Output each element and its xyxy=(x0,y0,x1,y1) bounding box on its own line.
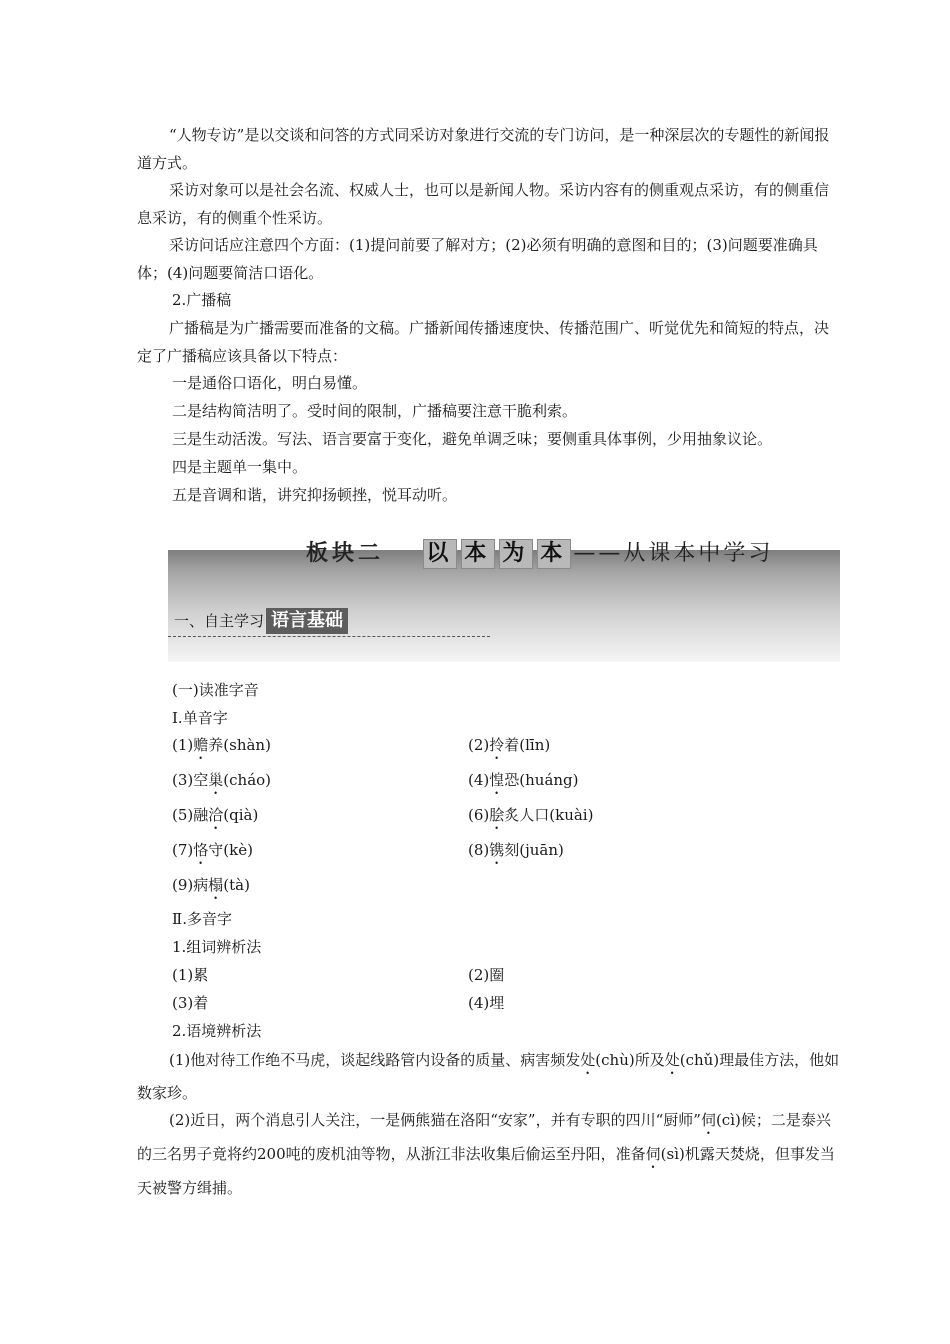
banner-boxed-char: 以 xyxy=(423,539,457,569)
list-item: (1)赡养(shàn) xyxy=(172,736,271,754)
list-item: (3)空巢(cháo) xyxy=(172,771,272,789)
interview-questions: 采访问话应注意四个方面：(1)提问前要了解对方；(2)必须有明确的意图和目的；(3)问题要准确具体；(4)问题要简洁口语化。 xyxy=(137,236,818,282)
interview-subjects: 采访对象可以是社会名流、权威人士，也可以是新闻人物。采访内容有的侧重观点采访，有的侧重信息采访，有的侧重个性采访。 xyxy=(137,181,830,227)
list-item: (2)拎着(līn) xyxy=(468,736,551,754)
feature-4: 四是主题单一集中。 xyxy=(172,458,308,476)
dashed-divider xyxy=(168,636,490,637)
list-item: (2)圈 xyxy=(468,966,505,984)
list-item: (8)镌刻(juān) xyxy=(468,841,564,859)
banner-boxed-char: 为 xyxy=(499,539,533,569)
banner-boxed-char: 本 xyxy=(537,539,571,569)
banner-part: 板块二 xyxy=(306,541,385,566)
interview-definition: “人物专访”是以交谈和问答的方式同采访对象进行交流的专门访问，是一种深层次的专题性的新闻报道方式。 xyxy=(137,126,830,172)
section-tag: 语言基础 xyxy=(266,608,348,634)
list-row xyxy=(172,798,832,833)
feature-2: 二是结构简洁明了。受时间的限制，广播稿要注意干脆利索。 xyxy=(172,402,578,420)
list-item: (4)埋 xyxy=(468,994,505,1012)
feature-3: 三是生动活泼。写法、语言要富于变化，避免单调乏味；要侧重具体事例，少用抽象议论。 xyxy=(172,430,773,448)
list-item: (4)惶恐(huáng) xyxy=(468,771,579,789)
list-item: (6)脍炙人口(kuài) xyxy=(468,806,594,824)
list-row xyxy=(172,961,832,989)
broadcast-definition: 广播稿是为广播需要而准备的文稿。广播新闻传播速度快、传播范围广、听觉优先和简短的特点，决定了广播稿应该具备以下特点： xyxy=(137,319,830,365)
banner-title xyxy=(306,534,773,574)
list-item: (5)融洽(qià) xyxy=(172,806,259,824)
banner-subtitle: ——从课本中学习 xyxy=(573,541,774,566)
method-2-heading: 2.语境辨析法 xyxy=(172,1022,262,1040)
list-item: (3)着 xyxy=(172,994,209,1012)
multi-sound-list xyxy=(172,961,832,1017)
single-sound-list xyxy=(172,728,832,903)
list-row xyxy=(172,833,832,868)
context-sentence-1: (1)他对待工作绝不马虎，谈起线路管内设备的质量、病害频发处(chù)所及处(chǔ)理最佳方法，他如数家珍。 xyxy=(137,1051,840,1102)
section-banner xyxy=(168,530,840,662)
section-prefix: 一、自主学习 xyxy=(174,612,265,630)
section-heading xyxy=(174,608,348,634)
list-row xyxy=(172,763,832,798)
banner-boxed-char: 本 xyxy=(461,539,495,569)
method-1-heading: 1.组词辨析法 xyxy=(172,938,262,956)
broadcast-heading: 2.广播稿 xyxy=(172,291,232,309)
feature-5: 五是音调和谐，讲究抑扬顿挫，悦耳动听。 xyxy=(172,486,458,504)
pronounce-heading: (一)读准字音 xyxy=(172,681,259,699)
list-item: (1)累 xyxy=(172,966,209,984)
single-sound-heading: Ⅰ.单音字 xyxy=(172,709,228,727)
context-sentence-2: (2)近日，两个消息引人关注，一是俩熊猫在洛阳“安家”，并有专职的四川“厨师”伺(cì)候；二是泰兴的三名男子竟将约200吨的废机油等物，从浙江非法收集后偷运至丹阳，准备伺(sì)机露天焚烧，但事发当天被警方缉捕。 xyxy=(137,1111,835,1197)
list-item: (9)病榻(tà) xyxy=(172,876,250,894)
list-row xyxy=(172,868,832,903)
list-row xyxy=(172,989,832,1017)
multi-sound-heading: Ⅱ.多音字 xyxy=(172,910,232,928)
list-row xyxy=(172,728,832,763)
feature-1: 一是通俗口语化，明白易懂。 xyxy=(172,374,368,392)
list-item: (7)恪守(kè) xyxy=(172,841,253,859)
